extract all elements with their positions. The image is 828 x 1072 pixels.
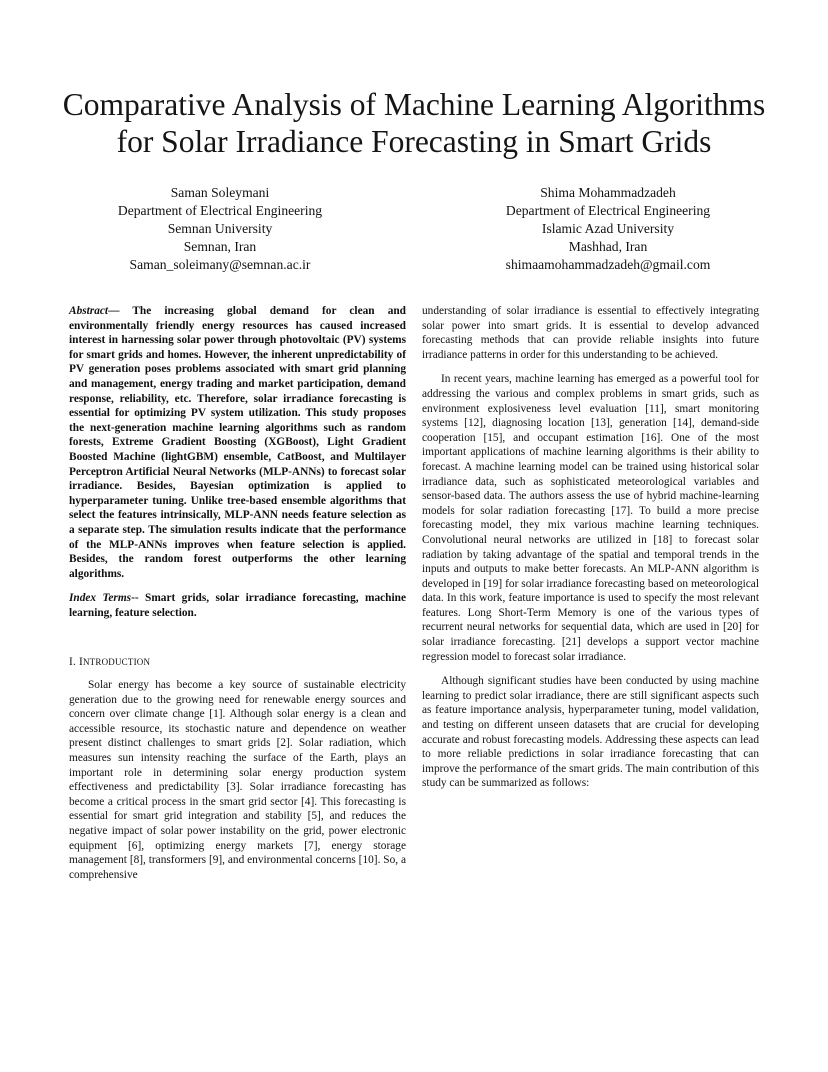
index-terms	[69, 591, 406, 620]
author-location: Mashhad, Iran	[568, 239, 648, 254]
title-line-1: Comparative Analysis of Machine Learning Algorithms	[62, 87, 766, 122]
author-department: Department of Electrical Engineering	[117, 203, 323, 218]
section-title-rest: NTRODUCTION	[82, 657, 151, 668]
abstract	[69, 304, 406, 581]
author-email: shimaamohammadzadeh@gmail.com	[505, 257, 711, 272]
author-name: Saman Soleymani	[170, 185, 270, 200]
author-name: Shima Mohammadzadeh	[540, 185, 676, 200]
author-department: Department of Electrical Engineering	[505, 203, 711, 218]
intro-paragraph-3: Although significant studies have been conducted by using machine learning to predict solar irradiance, there are still significant aspects such as feature importance analysis, hyperparameter tuning, model validation, and testing on different unseen datasets that are crucial for developing accurate and robust forecasting models. Addressing these aspects can lead to more reliable predictions in solar irradiance forecasting that can improve the performance of the smart grids. The main contribution of this study can be summarized as follows:	[422, 675, 759, 790]
abstract-text: — The increasing global demand for clean and environmentally friendly energy resources has caused increased interest in harnessing solar power through photovoltaic (PV) systems for smart grids and homes. However, the inherent unpredictability of PV generation poses problems associated with smart grid planning and management, energy trading and market participation, demand response, reliability, etc. Therefore, solar irradiance forecasting is essential for optimizing PV system utilization. This study proposes the next-generation machine learning algorithms such as random forests, Extreme Gradient Boosting (XGBoost), Light Gradient Boosted Machine (lightGBM) ensemble, CatBoost, and Multilayer Perceptron Artificial Neural Networks (MLP-ANNs) to forecast solar irradiance. Besides, Bayesian optimization is applied to hyperparameter tuning. Unlike tree-based ensemble algorithms that select the features intrinsically, MLP-ANN needs feature selection as a separate step. The simulation results indicate that the performance of the MLP-ANNs improves when feature selection is applied. Besides, the random forest outperforms the other learning algorithms.	[69, 305, 406, 580]
author-university: Semnan University	[167, 221, 273, 236]
index-terms-label: Index Terms	[69, 592, 132, 605]
paper-title	[30, 86, 798, 160]
intro-paragraph-2: In recent years, machine learning has emerged as a powerful tool for addressing the various and complex problems in smart grids, such as environment explosiveness level evaluation [11], smart monitoring systems [12], diagnosing location [13], generation [14], demand-side cooperation [15], and occupant estimation [16]. One of the most important applications of machine learning algorithms is their ability to forecast. A machine learning model can be trained using historical solar irradiance data, such as sophisticated meteorological variables and sensor-based data. The authors assess the use of hybrid machine-learning models for solar radiation forecasting [17]. To build a more precise forecasting model, they mix various machine learning techniques. Convolutional neural networks are utilized in [18] to forecast solar radiation by taking advantage of the spatial and temporal trends in the inputs and outputs to make better forecasts. An MLP-ANN algorithm is developed in [19] for solar irradiance forecasting based on meteorological data. In this work, feature importance is used to specify the most relevant features. Long Short-Term Memory is one of the various types of recurrent neural networks for sequential data, which are used in [20] for solar irradiance forecasting. [21] develops a support vector machine regression model to forecast solar irradiance.	[422, 373, 759, 663]
index-terms-text: -- Smart grids, solar irradiance forecasting, machine learning, feature selection.	[69, 592, 406, 619]
left-column	[69, 304, 406, 882]
title-line-2: for Solar Irradiance Forecasting in Smart Grids	[116, 124, 712, 159]
author-location: Semnan, Iran	[183, 239, 257, 254]
author-university: Islamic Azad University	[541, 221, 675, 236]
section-numeral: I.	[69, 656, 80, 669]
intro-paragraph-1: Solar energy has become a key source of sustainable electricity generation due to the growing need for renewable energy sources and concern over climate change [1]. Although solar energy is a clean and accessible resource, its stochastic nature and dependence on weather present distinct challenges to smart grids [2]. Solar radiation, which measures sun intensity reaching the surface of the Earth, plays an important role in determining solar energy production system effectiveness and predictability [3]. Solar irradiance forecasting has become a critical process in the smart grid sector [4]. This forecasting is essential for smart grid integration and stability [5], and reduces the negative impact of solar power instability on the grid, power electronic equipment [6], optimizing energy markets [7], energy storage management [8], transformers [9], and environmental concerns [10]. So, a comprehensive	[69, 679, 406, 881]
author-email: Saman_soleimany@semnan.ac.ir	[129, 257, 311, 272]
section-heading	[69, 655, 406, 670]
right-column	[422, 304, 759, 791]
abstract-label: Abstract	[69, 305, 109, 317]
author-block-1	[50, 184, 390, 274]
intro-paragraph-1-continued: understanding of solar irradiance is essential to effectively integrating solar power into smart grids. It is essential to develop advanced forecasting methods that can provide reliable insights into future irradiance patterns in order for this understanding to be achieved.	[422, 305, 759, 361]
author-block-2	[438, 184, 778, 274]
section-title-first: I	[79, 656, 83, 669]
